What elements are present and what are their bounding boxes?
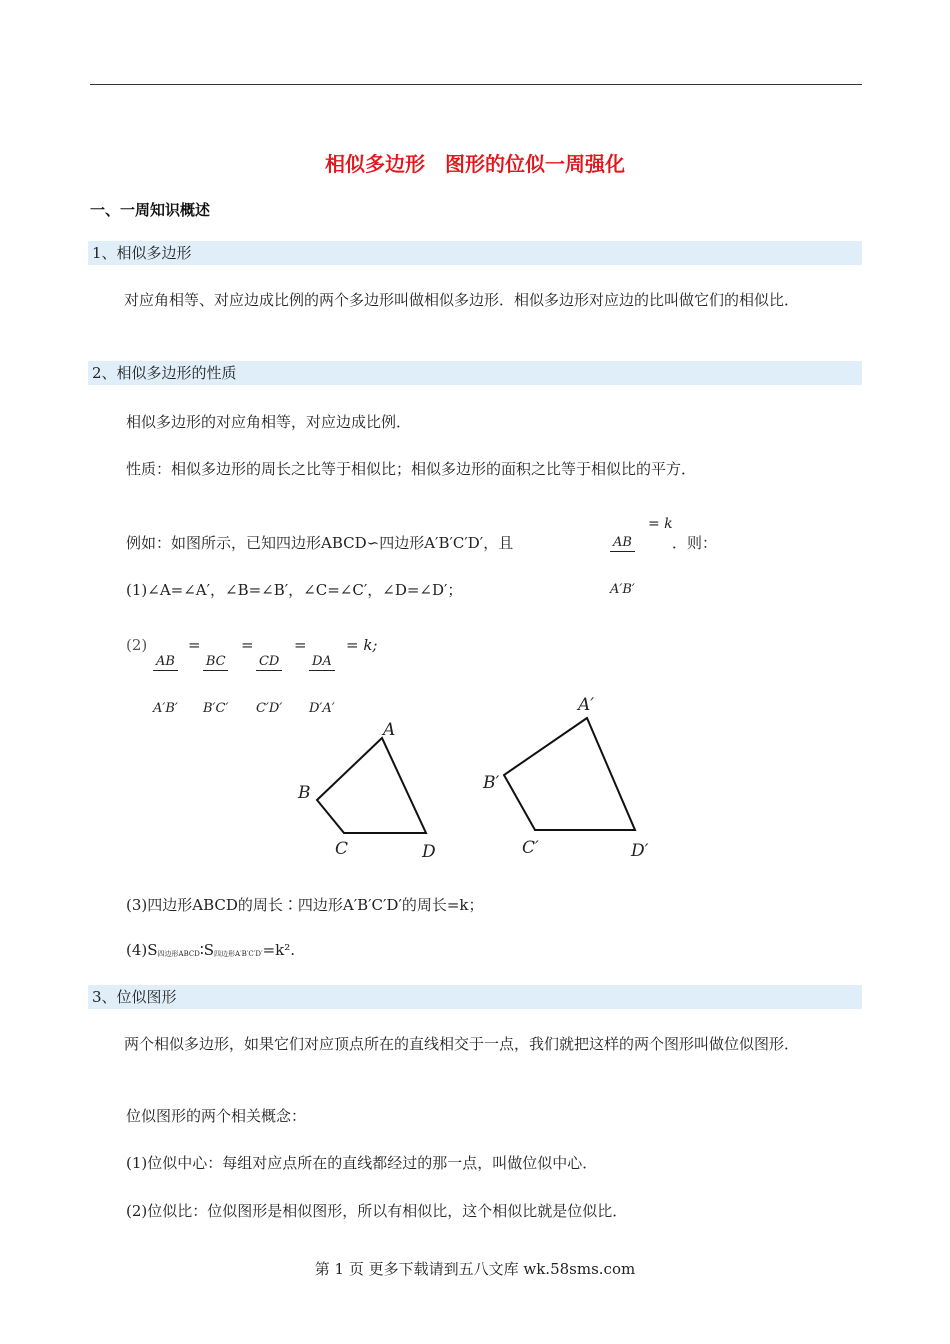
frac-num: CD [256, 654, 282, 671]
s1-paragraph: 对应角相等、对应边成比例的两个多边形叫做相似多边形．相似多边形对应边的比叫做它们的相似比． [124, 291, 800, 309]
frac-den: A′B′ [153, 701, 178, 716]
item-3: (3)四边形ABCD的周长∶四边形A′B′C′D′的周长=k； [126, 896, 484, 914]
eq-sign: = [188, 636, 201, 654]
quad-abcd-prime [504, 718, 635, 830]
label-a-prime: A′ [578, 695, 595, 715]
similar-quadrilaterals-figure [280, 690, 680, 870]
frac-den: B′C′ [203, 701, 229, 716]
item-1: (1)∠A=∠A′，∠B=∠B′，∠C=∠C′，∠D=∠D′； [126, 581, 463, 599]
example-tail: ．则： [672, 534, 718, 552]
example-frac-num: AB [610, 535, 635, 552]
example-eq-k: = k [648, 516, 673, 532]
example-fraction [610, 505, 635, 628]
item-4-end: =k². [262, 941, 296, 959]
page-title: 相似多边形 图形的位似一周强化 [325, 152, 625, 176]
item-2-prefix: (2) [126, 636, 148, 654]
frac-num: AB [153, 654, 178, 671]
header-rule [90, 84, 862, 85]
s3-paragraph: 两个相似多边形，如果它们对应顶点所在的直线相交于一点，我们就把这样的两个图形叫做位似图形． [124, 1035, 800, 1053]
frac-num: BC [203, 654, 228, 671]
s3-concept-2: (2)位似比：位似图形是相似图形，所以有相似比，这个相似比就是位似比． [126, 1202, 628, 1220]
item-2 [126, 624, 378, 716]
s2-line2: 性质：相似多边形的周长之比等于相似比；相似多边形的面积之比等于相似比的平方． [126, 460, 697, 478]
quad-abcd [317, 738, 426, 833]
label-b-prime: B′ [483, 773, 500, 793]
label-b: B [298, 783, 311, 803]
item-4-mid: ∶S [199, 941, 215, 959]
item-2-frac-2 [203, 624, 228, 747]
item-4-prefix: (4)S [126, 941, 158, 959]
frac-num: DA [309, 654, 335, 671]
example-frac-den: A′B′ [610, 582, 635, 597]
frac-den: D′A′ [309, 701, 335, 716]
label-a: A [383, 720, 396, 740]
section-band-1: 1、相似多边形 [88, 241, 862, 265]
label-d: D [422, 842, 436, 862]
page-footer: 第 1 页 更多下载请到五八文库 wk.58sms.com [314, 1260, 636, 1278]
s3-concepts: 位似图形的两个相关概念： [126, 1107, 307, 1125]
label-d-prime: D′ [631, 841, 649, 861]
item-2-frac-3 [256, 624, 282, 747]
section-band-2: 2、相似多边形的性质 [88, 361, 862, 385]
item-4 [126, 941, 295, 959]
eq-sign: = [241, 636, 254, 654]
s2-line1: 相似多边形的对应角相等，对应边成比例． [126, 413, 412, 431]
item-4-sub1: 四边形ABCD [157, 950, 200, 958]
item-2-frac-1 [153, 624, 178, 747]
item-4-sub2: 四边形A′B′C′D′ [214, 950, 263, 958]
label-c-prime: C′ [522, 838, 539, 858]
example-text: 例如：如图所示，已知四边形ABCD∽四边形A′B′C′D′，且 [126, 534, 514, 552]
frac-den: C′D′ [256, 701, 283, 716]
section-heading-overview: 一、一周知识概述 [90, 201, 211, 219]
item-2-end: = k; [346, 636, 378, 654]
section-band-3: 3、位似图形 [88, 985, 862, 1009]
s3-concept-1: (1)位似中心：每组对应点所在的直线都经过的那一点，叫做位似中心． [126, 1154, 598, 1172]
label-c: C [335, 839, 349, 859]
eq-sign: = [294, 636, 307, 654]
